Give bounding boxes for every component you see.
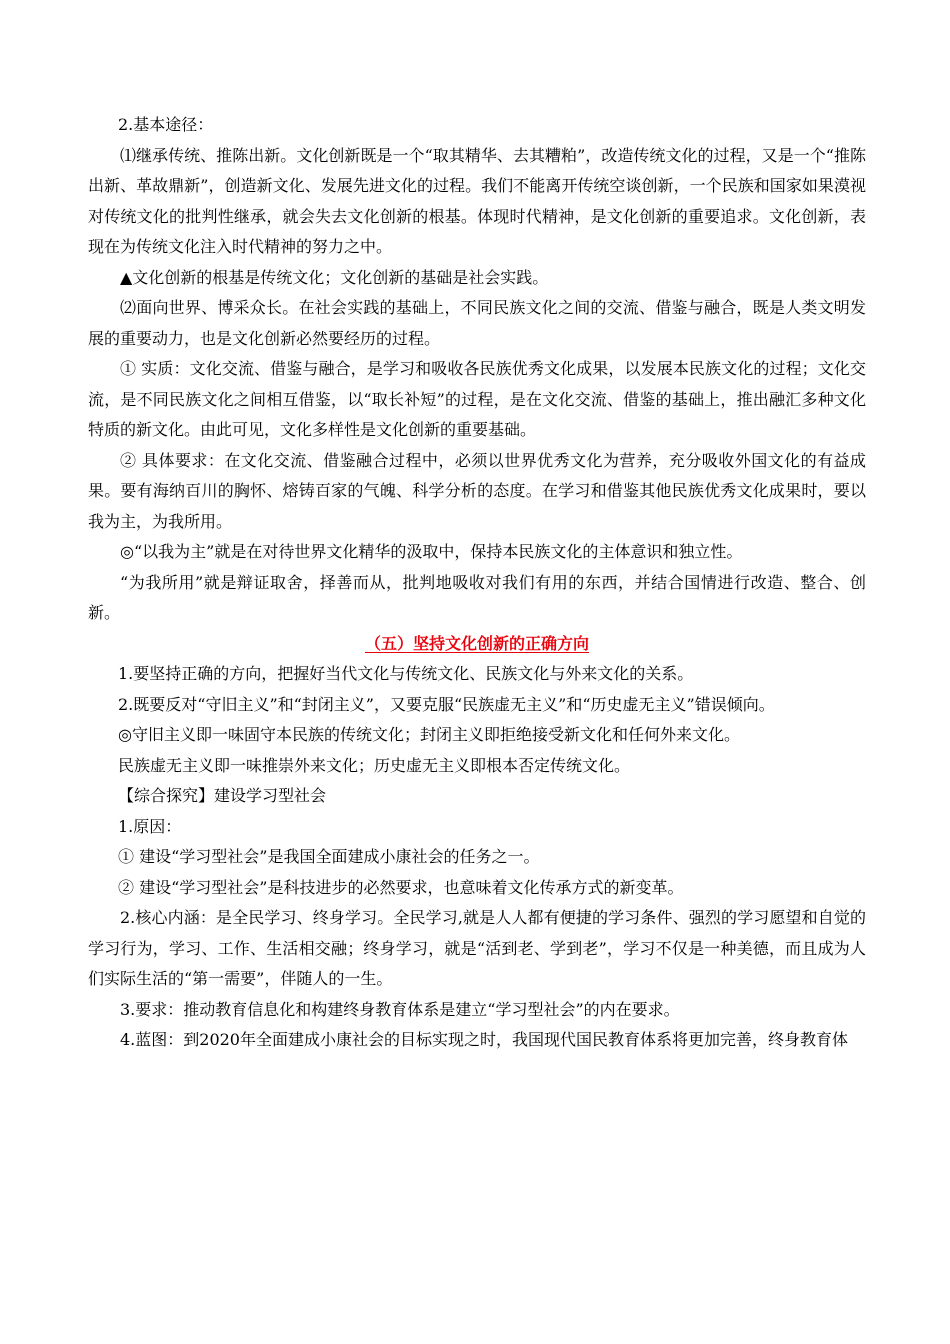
paragraph-inherit-tradition: ⑴继承传统、推陈出新。文化创新既是一个“取其精华、去其糟粕”，改造传统文化的过程，又是一个“推陈出新、革故鼎新”，创造新文化、发展先进文化的过程。我们不能离开传统空谈创新，一个民族和国家如果漠视对传统文化的批判性继承，就会失去文化创新的根基。体现时代精神，是文化创新的重要追求。文化创新，表现在为传统文化注入时代精神的努力之中。 (88, 145, 866, 256)
paragraph-reasons-heading: 1.原因： (118, 816, 182, 836)
paragraph-specific-requirements: ② 具体要求：在文化交流、借鉴融合过程中，必须以世界优秀文化为营养，充分吸收外国文化的有益成果。要有海纳百川的胸怀、熔铸百家的气魄、科学分析的态度。在学习和借鉴其他民族优秀文化成果时，要以我为主，为我所用。 (88, 450, 866, 531)
paragraph-correct-direction: 1.要坚持正确的方向，把握好当代文化与传统文化、民族文化与外来文化的关系。 (118, 664, 694, 683)
paragraph-for-my-use: “为我所用”就是辩证取舍，择善而从，批判地吸收对我们有用的东西，并结合国情进行改造、整合、创新。 (88, 572, 866, 622)
paragraph-core-meaning: 2.核心内涵：是全民学习、终身学习。全民学习,就是人人都有便捷的学习条件、强烈的学习愿望和自觉的学习行为，学习、工作、生活相交融；终身学习，就是“活到老、学到老”，学习不仅是一种美德，而且成为人们实际生活的“第一需要”，伴随人的一生。 (88, 908, 866, 988)
paragraph-requirements: 3.要求：推动教育信息化和构建终身教育体系是建立“学习型社会”的内在要求。 (120, 999, 680, 1019)
paragraph-essence: ① 实质：文化交流、借鉴与融合，是学习和吸收各民族优秀文化成果，以发展本民族文化的过程；文化交流，是不同民族文化之间相互借鉴，以“取长补短”的过程，是在文化交流、借鉴的基础上，推出融汇多种文化特质的新文化。由此可见，文化多样性是文化创新的重要基础。 (88, 359, 866, 439)
paragraph-blueprint: 4.蓝图：到2020年全面建成小康社会的目标实现之时，我国现代国民教育体系将更加完善，终身教育体 (120, 1030, 848, 1049)
paragraph-self-as-main: ◎“以我为主”就是在对待世界文化精华的汲取中，保持本民族文化的主体意识和独立性。 (120, 542, 743, 561)
paragraph-oppose-tendencies: 2.既要反对“守旧主义”和“封闭主义”，又要克服“民族虚无主义”和“历史虚无主义”错误倾向。 (118, 694, 775, 714)
document-page (88, 110, 866, 1056)
paragraph-conservatism-definition: ◎守旧主义即一味固守本民族的传统文化；封闭主义即拒绝接受新文化和任何外来文化。 (118, 725, 740, 744)
paragraph-face-world: ⑵面向世界、博采众长。在社会实践的基础上，不同民族文化之间的交流、借鉴与融合，既是人类文明发展的重要动力，也是文化创新必然要经历的过程。 (88, 298, 866, 348)
paragraph-foundation-note: ▲文化创新的根基是传统文化；文化创新的基础是社会实践。 (120, 267, 549, 287)
paragraph-comprehensive-inquiry: 【综合探究】建设学习型社会 (118, 786, 327, 805)
paragraph-nihilism-definition: 民族虚无主义即一味推崇外来文化；历史虚无主义即根本否定传统文化。 (118, 755, 631, 775)
paragraph-reason-one: ① 建设“学习型社会”是我国全面建成小康社会的任务之一。 (118, 847, 540, 866)
section-heading: （五）坚持文化创新的正确方向 (364, 633, 589, 653)
paragraph-basic-approaches-heading: 2.基本途径： (118, 115, 214, 134)
paragraph-reason-two: ② 建设“学习型社会”是科技进步的必然要求，也意味着文化传承方式的新变革。 (118, 877, 684, 897)
